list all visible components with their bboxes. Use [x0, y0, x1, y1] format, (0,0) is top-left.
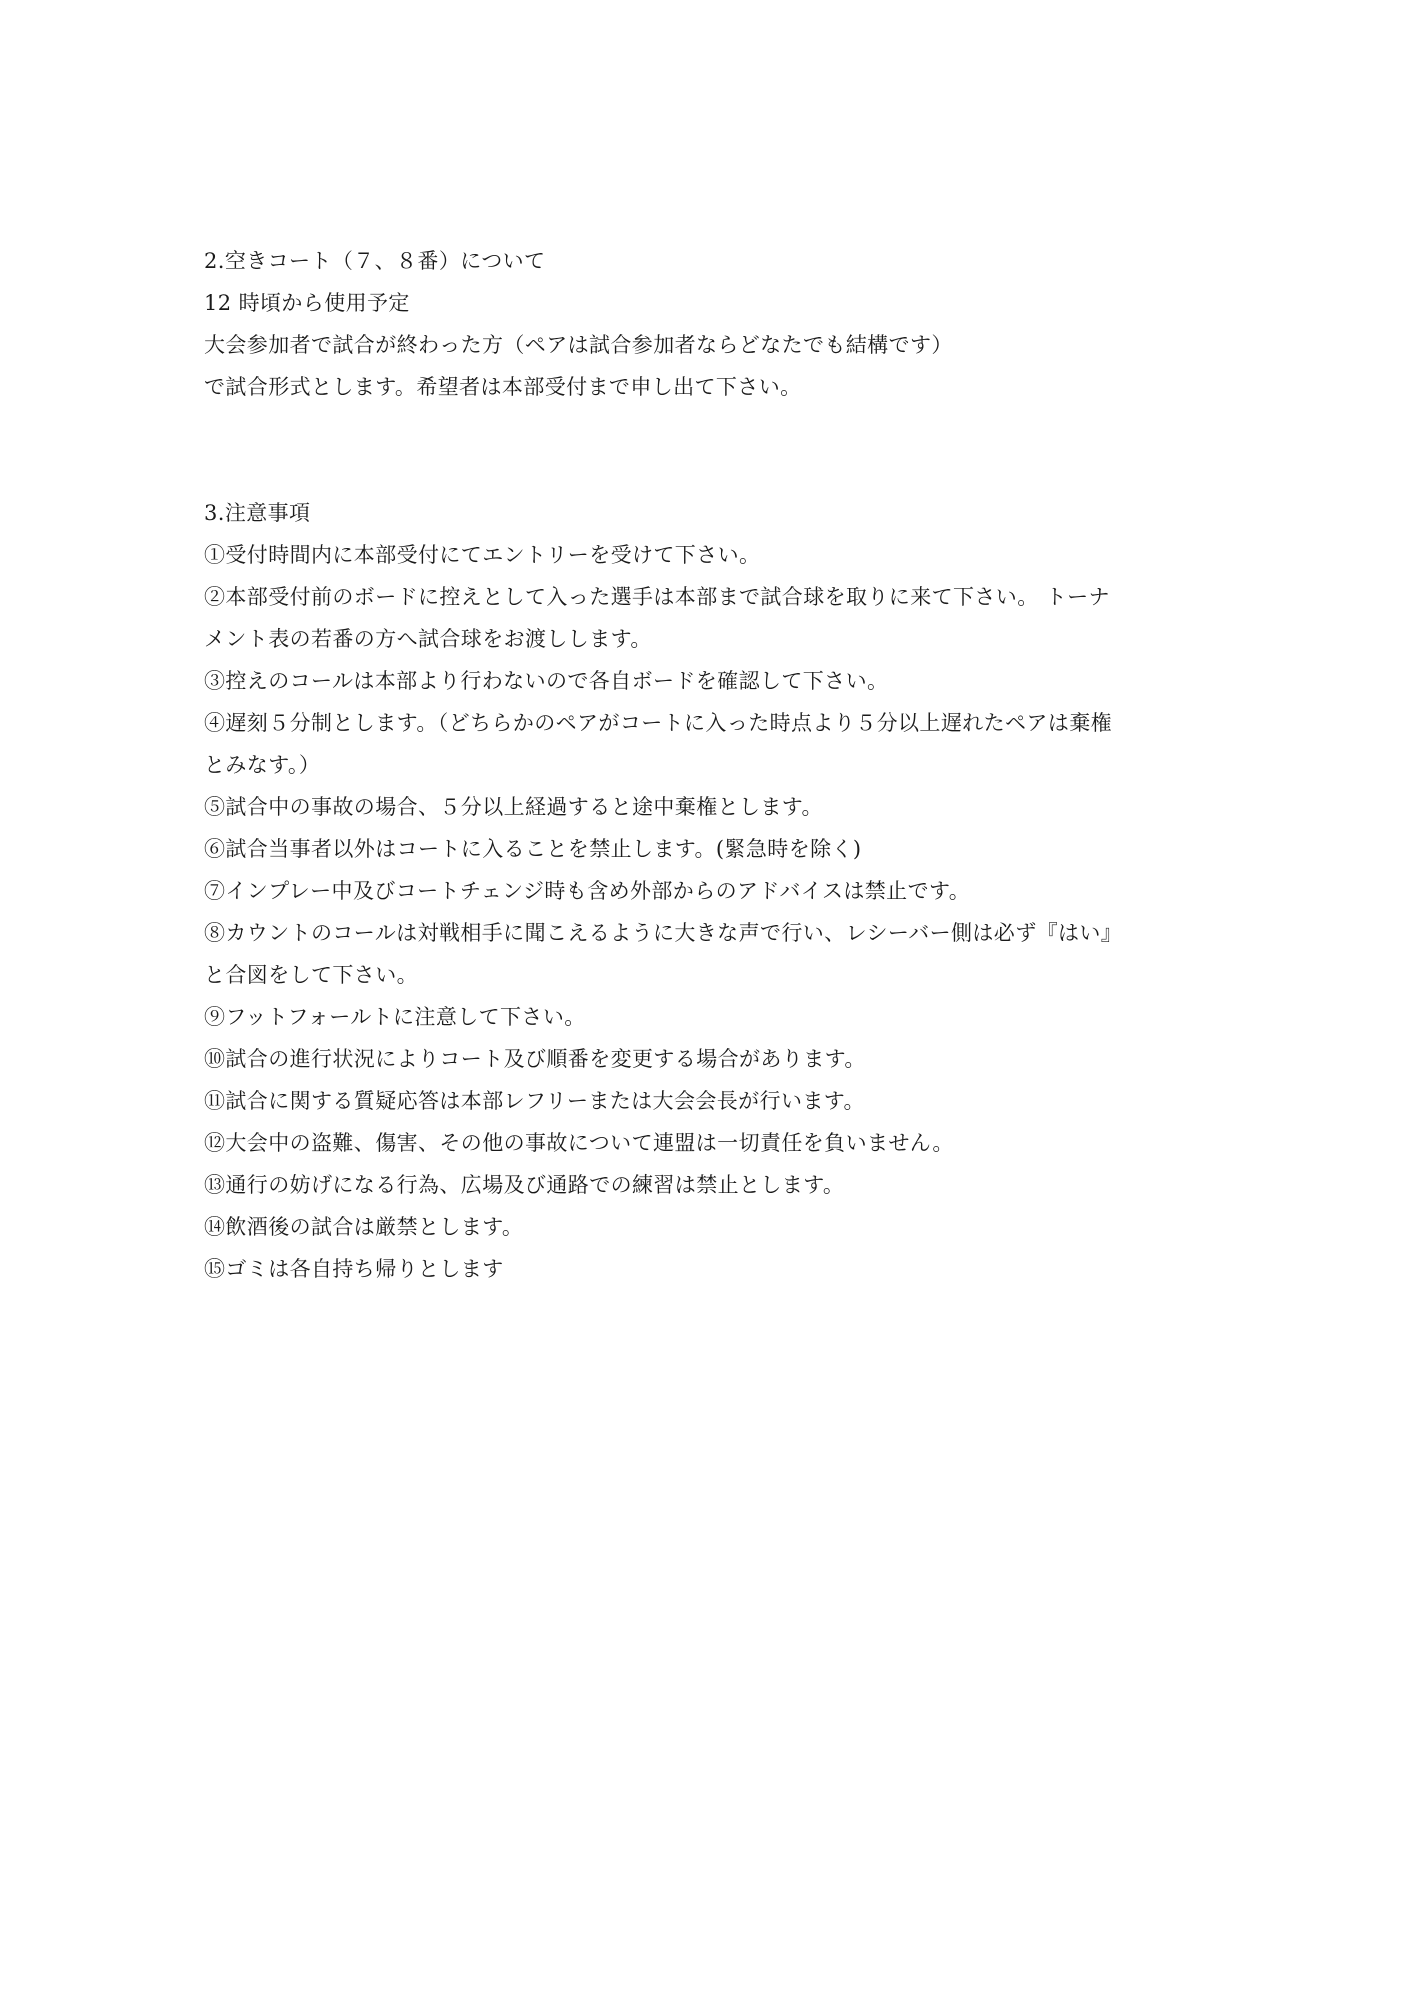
list-item: ⑤試合中の事故の場合、５分以上経過すると途中棄権とします。 [204, 795, 823, 819]
list-item: ⑥試合当事者以外はコートに入ることを禁止します。(緊急時を除く) [204, 837, 862, 861]
paragraph-line: で試合形式とします。希望者は本部受付まで申し出て下さい。 [204, 375, 802, 399]
section-heading: 2.空きコート（７、８番）について [204, 249, 546, 273]
list-item: ⑫大会中の盗難、傷害、その他の事故について連盟は一切責任を負いません。 [204, 1131, 954, 1155]
list-item: ⑧カウントのコールは対戦相手に聞こえるように大きな声で行い、レシーバー側は必ず『はい』 [204, 921, 1123, 945]
list-item: ⑭飲酒後の試合は厳禁とします。 [204, 1215, 524, 1239]
list-item: ⑨フットフォールトに注意して下さい。 [204, 1005, 586, 1029]
section-empty-courts [204, 240, 1214, 408]
document-body [204, 240, 1214, 1290]
paragraph-line: 大会参加者で試合が終わった方（ペアは試合参加者ならどなたでも結構です） [204, 333, 953, 357]
list-item-continuation: とみなす。） [204, 753, 321, 777]
section-spacer [204, 408, 1214, 492]
paragraph-line: 12 時頃から使用予定 [204, 291, 410, 315]
list-item-continuation: と合図をして下さい。 [204, 963, 418, 987]
list-item: ②本部受付前のボードに控えとして入った選手は本部まで試合球を取りに来て下さい。 トーナ [204, 585, 1110, 609]
list-item: ⑦インプレー中及びコートチェンジ時も含め外部からのアドバイスは禁止です。 [204, 879, 971, 903]
section-notes [204, 492, 1214, 1290]
list-item: ③控えのコールは本部より行わないので各自ボードを確認して下さい。 [204, 669, 889, 693]
list-item: ⑪試合に関する質疑応答は本部レフリーまたは大会会長が行います。 [204, 1089, 865, 1113]
list-item: ⑬通行の妨げになる行為、広場及び通路での練習は禁止とします。 [204, 1173, 845, 1197]
list-item: ⑮ゴミは各自持ち帰りとします [204, 1257, 504, 1281]
list-item-continuation: メント表の若番の方へ試合球をお渡しします。 [204, 627, 652, 651]
section-heading: 3.注意事項 [204, 501, 311, 525]
list-item: ⑩試合の進行状況によりコート及び順番を変更する場合があります。 [204, 1047, 866, 1071]
list-item: ①受付時間内に本部受付にてエントリーを受けて下さい。 [204, 543, 761, 567]
list-item: ④遅刻５分制とします。（どちらかのペアがコートに入った時点より５分以上遅れたペアは棄権 [204, 711, 1113, 735]
